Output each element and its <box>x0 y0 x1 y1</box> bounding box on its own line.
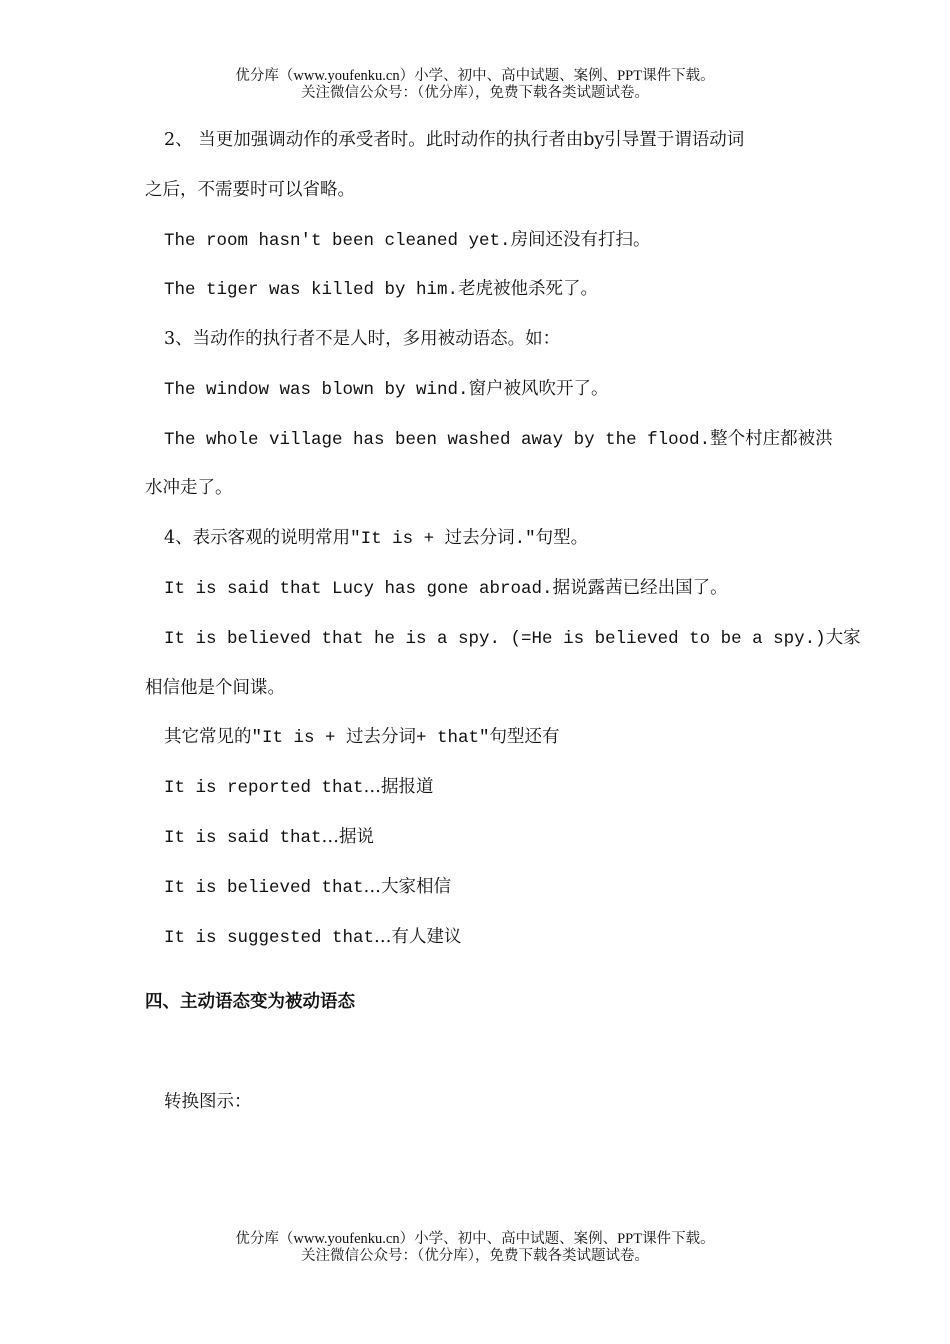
paragraph-5-code2: + that" <box>416 728 490 748</box>
paragraph-2-line-2: 之后，不需要时可以省略。 <box>145 180 355 200</box>
paragraph-5-mid: 过去分词 <box>346 727 417 747</box>
list-item-believed-cn: …大家相信 <box>363 877 452 897</box>
paragraph-4-post: 句型。 <box>535 528 589 548</box>
list-item-suggested <box>164 923 462 948</box>
list-item-said-cn: …据说 <box>321 827 375 847</box>
example-tiger-en: The tiger was killed by him. <box>164 280 459 300</box>
example-village-cont: 水冲走了。 <box>145 478 233 498</box>
footer-line-2: 关注微信公众号：（优分库），免费下载各类试题试卷。 <box>301 1248 649 1264</box>
example-lucy-en: It is said that Lucy has gone abroad. <box>164 579 553 599</box>
list-item-reported-en: It is reported that <box>164 778 364 798</box>
example-village-cn: 整个村庄都被洪 <box>710 429 833 449</box>
example-room-en: The room hasn't been cleaned yet. <box>164 231 511 251</box>
paragraph-5 <box>164 723 560 748</box>
example-window-en: The window was blown by wind. <box>164 380 469 400</box>
example-tiger <box>164 275 598 300</box>
paragraph-4-mid: 过去分词 <box>444 528 515 548</box>
header-line-1: 优分库（www.youfenku.cn）小学、初中、高中试题、案例、PPT课件下载。 <box>235 68 715 84</box>
example-lucy-cn: 据说露茜已经出国了。 <box>552 578 728 598</box>
example-spy-cn: 大家 <box>825 628 861 648</box>
list-item-believed-en: It is believed that <box>164 878 364 898</box>
diagram-label: 转换图示： <box>164 1092 252 1112</box>
list-item-suggested-cn: …有人建议 <box>374 927 462 947</box>
paragraph-2-line-1: 2、 当更加强调动作的承受者时。此时动作的执行者由by引导置于谓语动词 <box>164 130 745 150</box>
example-village-en: The whole village has been washed away by the flood. <box>164 430 711 450</box>
example-window-cn: 窗户被风吹开了。 <box>468 379 609 399</box>
list-item-said <box>164 823 374 848</box>
example-spy <box>164 624 861 649</box>
example-spy-cont: 相信他是个间谍。 <box>145 678 285 698</box>
example-village <box>164 425 833 450</box>
page-header <box>0 68 950 102</box>
header-line-2: 关注微信公众号：（优分库），免费下载各类试题试卷。 <box>301 85 649 101</box>
list-item-said-en: It is said that <box>164 828 322 848</box>
example-tiger-cn: 老虎被他杀死了。 <box>458 279 599 299</box>
list-item-reported <box>164 773 434 798</box>
paragraph-5-post: 句型还有 <box>489 727 560 747</box>
section-heading: 四、主动语态变为被动语态 <box>145 992 355 1012</box>
example-room <box>164 226 651 251</box>
paragraph-3: 3、当动作的执行者不是人时，多用被动语态。如： <box>164 329 561 349</box>
example-spy-en: It is believed that he is a spy. (=He is believed to be a spy.) <box>164 629 826 649</box>
footer-line-1: 优分库（www.youfenku.cn）小学、初中、高中试题、案例、PPT课件下载。 <box>235 1231 715 1247</box>
list-item-reported-cn: …据报道 <box>363 777 434 797</box>
list-item-suggested-en: It is suggested that <box>164 928 375 948</box>
paragraph-4-code2: ." <box>514 529 536 549</box>
paragraph-4-code: "It is + <box>350 529 445 549</box>
example-lucy <box>164 574 728 599</box>
paragraph-5-pre: 其它常见的 <box>164 727 252 747</box>
paragraph-4-pre: 4、表示客观的说明常用 <box>164 528 351 548</box>
page-footer <box>0 1231 950 1265</box>
list-item-believed <box>164 873 451 898</box>
paragraph-4 <box>164 524 588 549</box>
paragraph-5-code: "It is + <box>251 728 347 748</box>
example-room-cn: 房间还没有打扫。 <box>510 230 651 250</box>
example-window <box>164 375 609 400</box>
